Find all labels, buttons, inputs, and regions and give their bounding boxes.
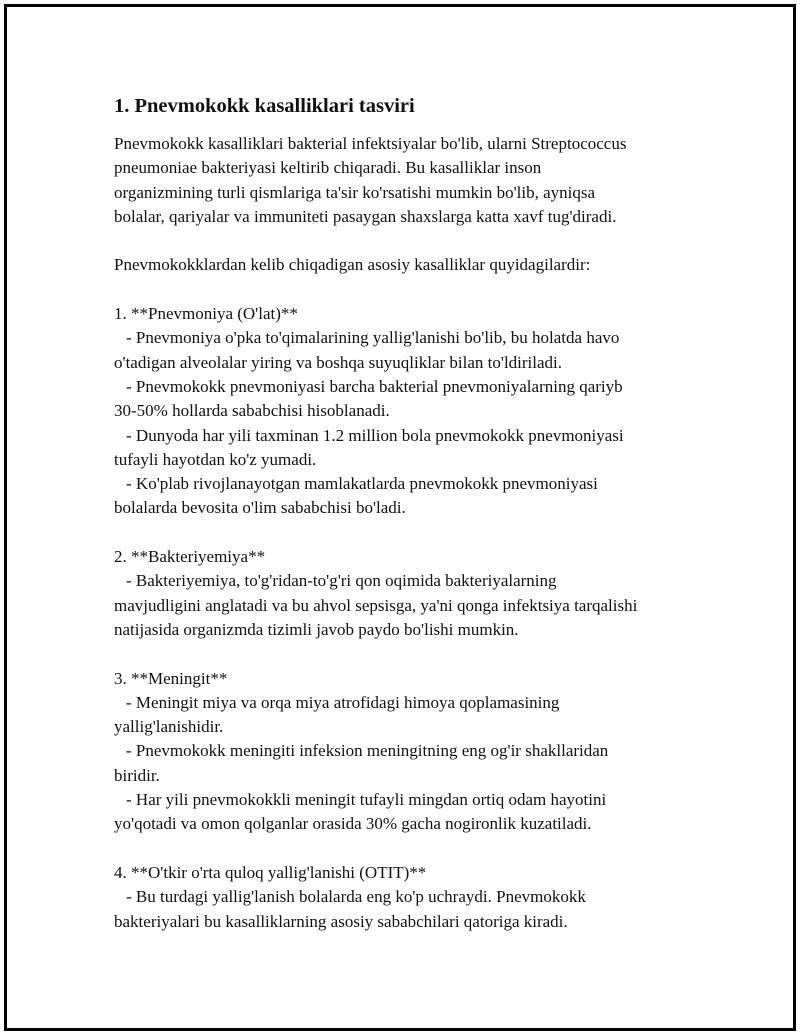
continuation-line: yallig'lanishidir. xyxy=(114,717,224,737)
bullet-line: - Pnevmoniya o'pka to'qimalarining yallig'lanishi bo'lib, bu holatda havo xyxy=(126,328,620,348)
lead-in-text: Pnevmokokklardan kelib chiqadigan asosiy kasalliklar quyidagilardir: xyxy=(114,255,591,275)
disease-section xyxy=(114,667,684,861)
section-heading: 3. **Meningit** xyxy=(114,668,228,688)
spacer xyxy=(114,837,684,861)
intro-line: pneumoniae bakteriyasi keltirib chiqaradi. Bu kasalliklar inson xyxy=(114,158,542,178)
disease-section xyxy=(114,861,684,934)
intro-line: organizmining turli qismlariga ta'sir ko'rsatishi mumkin bo'lib, ayniqsa xyxy=(114,182,596,202)
bullet-line: - Dunyoda har yili taxminan 1.2 million bola pnevmokokk pnevmoniyasi xyxy=(126,425,624,445)
disease-section xyxy=(114,545,684,666)
section-heading: 4. **O'tkir o'rta quloq yallig'lanishi (OTIT)** xyxy=(114,862,427,882)
bullet-line: - Ko'plab rivojlanayotgan mamlakatlarda pnevmokokk pnevmoniyasi xyxy=(126,474,598,494)
intro-paragraph xyxy=(114,132,684,302)
continuation-line: mavjudligini anglatadi va bu ahvol sepsisga, ya'ni qonga infektsiya tarqalishi xyxy=(114,595,638,615)
intro-line: bolalar, qariyalar va immuniteti pasaygan shaxslarga katta xavf tug'diradi. xyxy=(114,206,617,226)
intro-line: Pnevmokokk kasalliklari bakterial infektsiyalar bo'lib, ularni Streptococcus xyxy=(114,134,627,153)
spacer xyxy=(114,278,684,302)
bullet-line: - Bakteriyemiya, to'g'ridan-to'g'ri qon oqimida bakteriyalarning xyxy=(126,571,557,591)
continuation-line: o'tadigan alveolalar yiring va boshqa suyuqliklar bilan to'ldiriladi. xyxy=(114,352,563,372)
continuation-line: tufayli hayotdan ko'z yumadi. xyxy=(114,449,317,469)
spacer xyxy=(114,521,684,545)
continuation-line: yo'qotadi va omon qolganlar orasida 30% gacha nogironlik kuzatiladi. xyxy=(114,814,592,834)
disease-sections xyxy=(114,302,684,934)
continuation-line: 30-50% hollarda sababchisi hisoblanadi. xyxy=(114,401,390,421)
spacer xyxy=(114,642,684,666)
bullet-line: - Pnevmokokk meningiti infeksion meningitning eng og'ir shakllaridan xyxy=(126,741,609,761)
section-heading: 2. **Bakteriyemiya** xyxy=(114,547,266,567)
spacer xyxy=(114,229,684,253)
continuation-line: biridir. xyxy=(114,765,160,785)
bullet-line: - Har yili pnevmokokkli meningit tufayli mingdan ortiq odam hayotini xyxy=(126,790,607,810)
bullet-line: - Bu turdagi yallig'lanish bolalarda eng ko'p uchraydi. Pnevmokokk xyxy=(126,887,586,907)
continuation-line: bolalarda bevosita o'lim sababchisi bo'ladi. xyxy=(114,498,406,518)
bullet-line: - Meningit miya va orqa miya atrofidagi himoya qoplamasining xyxy=(126,692,560,712)
document-body xyxy=(114,92,684,934)
continuation-line: natijasida organizmda tizimli javob paydo bo'lishi mumkin. xyxy=(114,619,519,639)
continuation-line: bakteriyalari bu kasalliklarning asosiy sababchilari qatoriga kiradi. xyxy=(114,911,568,931)
disease-section xyxy=(114,302,684,545)
section-heading: 1. **Pnevmoniya (O'lat)** xyxy=(114,304,298,324)
document-title: 1. Pnevmokokk kasalliklari tasviri xyxy=(114,95,415,117)
bullet-line: - Pnevmokokk pnevmoniyasi barcha bakterial pnevmoniyalarning qariyb xyxy=(126,376,623,396)
